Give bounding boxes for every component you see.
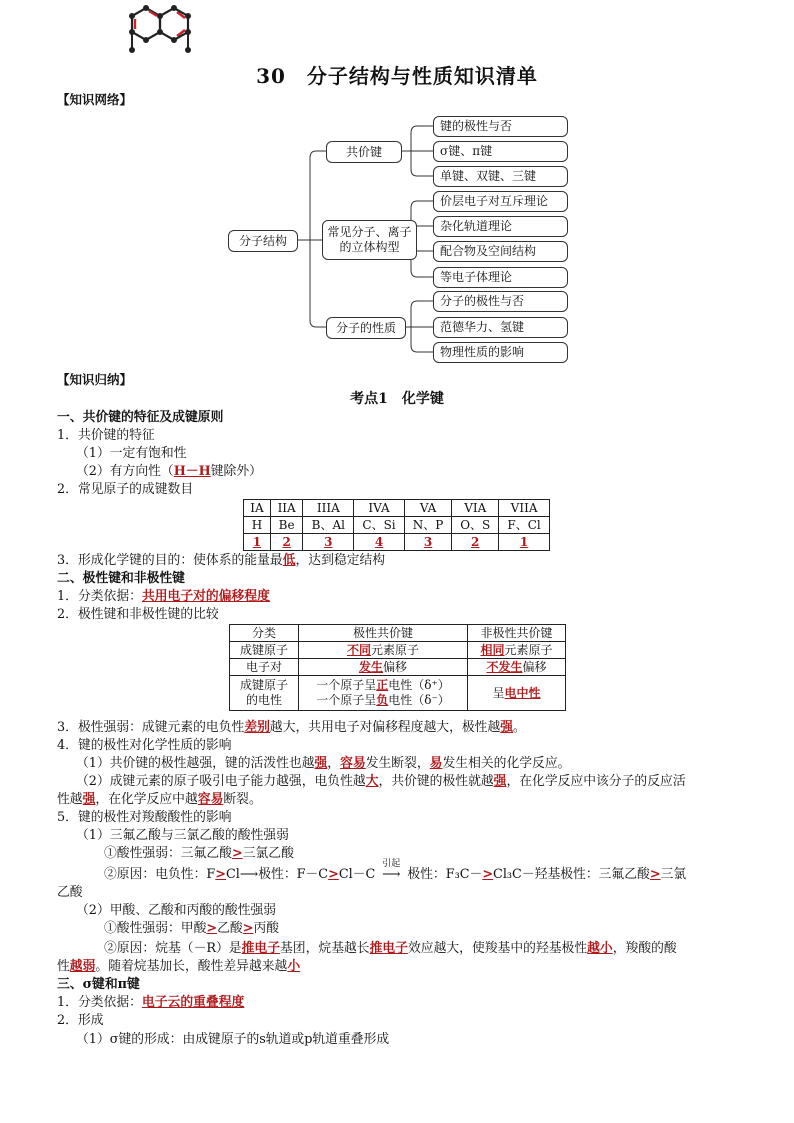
text-line: ②原因：电负性：F>Cl⟶极性：F－C>Cl－C 引起 ⟶ 极性：F₃C－>Cl₃C－羟基极性：三氟乙酸>三氯: [104, 866, 686, 883]
table-cell: VA: [404, 500, 451, 517]
table-cell: VIA: [452, 500, 499, 517]
tree-branch-geometry: 常见分子、离子的立体构型: [322, 220, 417, 260]
tree-leaf: 单键、双键、三键: [433, 166, 568, 187]
answer: H－H: [173, 464, 211, 479]
text-line: （2）成键元素的原子吸引电子能力越强，电负性越大，共价键的极性就越强，在化学反应中该分子的反应活: [76, 774, 686, 789]
table-cell: H: [244, 517, 271, 534]
table-cell: 不发生偏移: [468, 659, 566, 676]
tree-leaf: 范德华力、氢键: [433, 317, 568, 338]
tree-leaf: 键的极性与否: [433, 116, 568, 137]
text-line: 2．常见原子的成键数目: [57, 482, 194, 497]
tree-branch-covalent: 共价键: [326, 141, 402, 163]
heading-2: 二、极性键和非极性键: [57, 571, 185, 586]
table-cell: 分类: [230, 625, 299, 642]
text-line: 2．形成: [57, 1013, 104, 1028]
table-cell: Be: [270, 517, 303, 534]
heading-3: 三、σ键和π键: [57, 977, 140, 992]
table-cell: 不同元素原子: [299, 642, 468, 659]
table-cell: 2: [270, 534, 303, 551]
text-line: 性越弱。随着烷基加长，酸性差异越来越小: [57, 959, 301, 974]
tree-leaf: 配合物及空间结构: [433, 241, 568, 262]
text-line: （2）有方向性（H－H键除外）: [76, 464, 262, 479]
text-line: （1）共价键的极性越强，键的活泼性也越强，容易发生断裂，易发生相关的化学反应。: [76, 756, 571, 771]
polar-compare-table: [229, 624, 566, 711]
table-cell: 发生偏移: [299, 659, 468, 676]
table-cell: IVA: [354, 500, 405, 517]
text-line: 2．极性键和非极性键的比较: [57, 607, 219, 622]
tree-leaf: 物理性质的影响: [433, 342, 568, 363]
table-cell: 1: [244, 534, 271, 551]
text-line: 1．分类依据：共用电子对的偏移程度: [57, 589, 270, 604]
table-cell: 极性共价键: [299, 625, 468, 642]
tree-branch-properties: 分子的性质: [326, 317, 406, 339]
tree-leaf: σ键、π键: [433, 141, 568, 162]
section-network: 【知识网络】: [57, 92, 133, 107]
text-line: 3．形成化学键的目的：使体系的能量最低，达到稳定结构: [57, 553, 386, 568]
text-line: 乙酸: [57, 885, 83, 900]
table-cell: 非极性共价键: [468, 625, 566, 642]
arrow-label: 引起: [382, 859, 401, 869]
tree-leaf: 分子的极性与否: [433, 291, 568, 312]
table-cell: 电子对: [230, 659, 299, 676]
group-bond-table: [243, 499, 550, 551]
heading-1: 一、共价键的特征及成键原则: [57, 410, 224, 425]
tree-leaf: 杂化轨道理论: [433, 216, 568, 237]
tree-leaf: 等电子体理论: [433, 267, 568, 288]
table-cell: 成键原子: [230, 642, 299, 659]
table-cell: 3: [303, 534, 354, 551]
kaodian-title: 考点1 化学键: [350, 391, 444, 407]
text-line: （1）σ键的形成：由成键原子的s轨道或p轨道重叠形成: [76, 1032, 390, 1047]
text-line: （1）一定有饱和性: [76, 446, 187, 461]
table-cell: C、Si: [354, 517, 405, 534]
table-cell: IIA: [270, 500, 303, 517]
section-summary: 【知识归纳】: [57, 372, 133, 387]
table-cell: 3: [404, 534, 451, 551]
text-line: 5．键的极性对羧酸酸性的影响: [57, 810, 232, 825]
text-line: （2）甲酸、乙酸和丙酸的酸性强弱: [76, 903, 277, 918]
text-line: 4．键的极性对化学性质的影响: [57, 738, 232, 753]
text-line: 性越强，在化学反应中越容易断裂。: [57, 792, 262, 807]
text-line: ②原因：烷基（－R）是推电子基团，烷基越长推电子效应越大，使羧基中的羟基极性越小，羧酸的酸: [104, 941, 677, 956]
tree-leaf: 价层电子对互斥理论: [433, 191, 568, 212]
table-cell: IIIA: [303, 500, 354, 517]
table-cell: 相同元素原子: [468, 642, 566, 659]
table-cell: 2: [452, 534, 499, 551]
table-cell: 成键原子 的电性: [230, 676, 299, 711]
table-cell: N、P: [404, 517, 451, 534]
table-cell: IA: [244, 500, 271, 517]
table-cell: 呈电中性: [468, 676, 566, 711]
text-line: （1）三氟乙酸与三氯乙酸的酸性强弱: [76, 828, 289, 843]
page-title: 30 分子结构与性质知识清单: [256, 64, 538, 88]
table-cell: O、S: [452, 517, 499, 534]
table-cell: 4: [354, 534, 405, 551]
tree-root: 分子结构: [228, 230, 298, 252]
table-cell: 一个原子呈正电性（δ⁺） 一个原子呈负电性（δ⁻）: [299, 676, 468, 711]
text-line: ①酸性强弱：甲酸>乙酸>丙酸: [104, 921, 280, 936]
text-line: 1．共价键的特征: [57, 428, 155, 443]
table-cell: 1: [499, 534, 550, 551]
table-cell: B、Al: [303, 517, 354, 534]
text-line: 3．极性强弱：成键元素的电负性差别越大，共用电子对偏移程度越大，极性越强。: [57, 720, 526, 735]
text-line: ①酸性强弱：三氟乙酸>三氯乙酸: [104, 846, 294, 861]
table-cell: VIIA: [499, 500, 550, 517]
text-line: 1．分类依据：电子云的重叠程度: [57, 995, 245, 1010]
table-cell: F、Cl: [499, 517, 550, 534]
